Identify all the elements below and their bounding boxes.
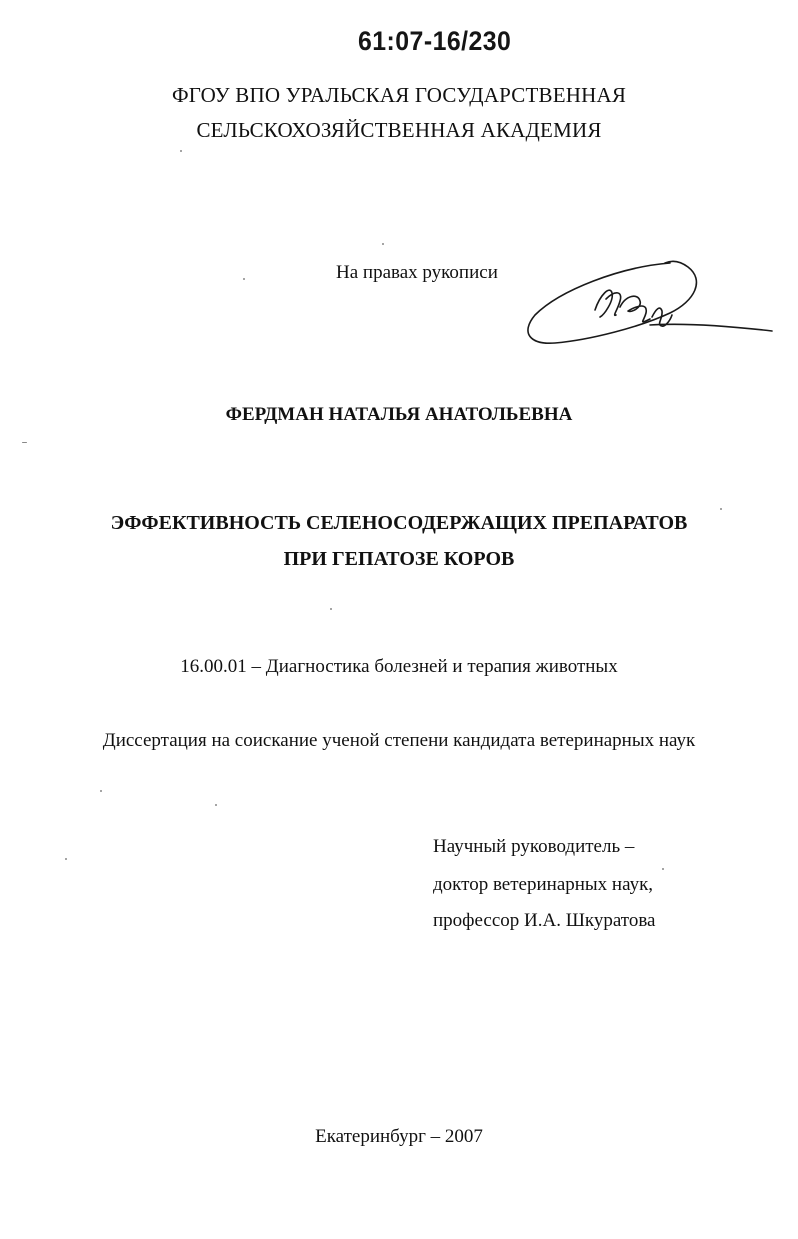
supervisor-name: профессор И.А. Шкуратова [433, 910, 656, 931]
scan-speck [662, 868, 664, 870]
scan-speck [180, 150, 182, 152]
dissertation-title-line-1: ЭФФЕКТИВНОСТЬ СЕЛЕНОСОДЕРЖАЩИХ ПРЕПАРАТОВ [110, 512, 688, 534]
manuscript-note: На правах рукописи [336, 262, 498, 283]
handwritten-signature [520, 255, 780, 350]
degree-statement: Диссертация на соискание ученой степени кандидата ветеринарных наук [102, 730, 696, 751]
library-stamp-code: 61:07-16/230 [358, 26, 512, 56]
author-name: ФЕРДМАН НАТАЛЬЯ АНАТОЛЬЕВНА [225, 404, 573, 425]
scan-speck [330, 608, 332, 610]
scan-speck [243, 278, 245, 280]
scan-speck [65, 858, 67, 860]
organization-line-2: СЕЛЬСКОХОЗЯЙСТВЕННАЯ АКАДЕМИЯ [196, 118, 602, 142]
scan-speck [720, 508, 722, 510]
scan-speck [22, 442, 27, 443]
specialty-code: 16.00.01 – Диагностика болезней и терапия животных [180, 656, 618, 677]
supervisor-degree: доктор ветеринарных наук, [433, 874, 654, 895]
scan-speck [215, 804, 217, 806]
supervisor-label: Научный руководитель – [433, 836, 635, 857]
scan-speck [382, 243, 384, 245]
city-year: Екатеринбург – 2007 [315, 1126, 483, 1147]
scan-speck [100, 790, 102, 792]
dissertation-title-line-2: ПРИ ГЕПАТОЗЕ КОРОВ [283, 548, 515, 570]
organization-line-1: ФГОУ ВПО УРАЛЬСКАЯ ГОСУДАРСТВЕННАЯ [171, 83, 627, 107]
